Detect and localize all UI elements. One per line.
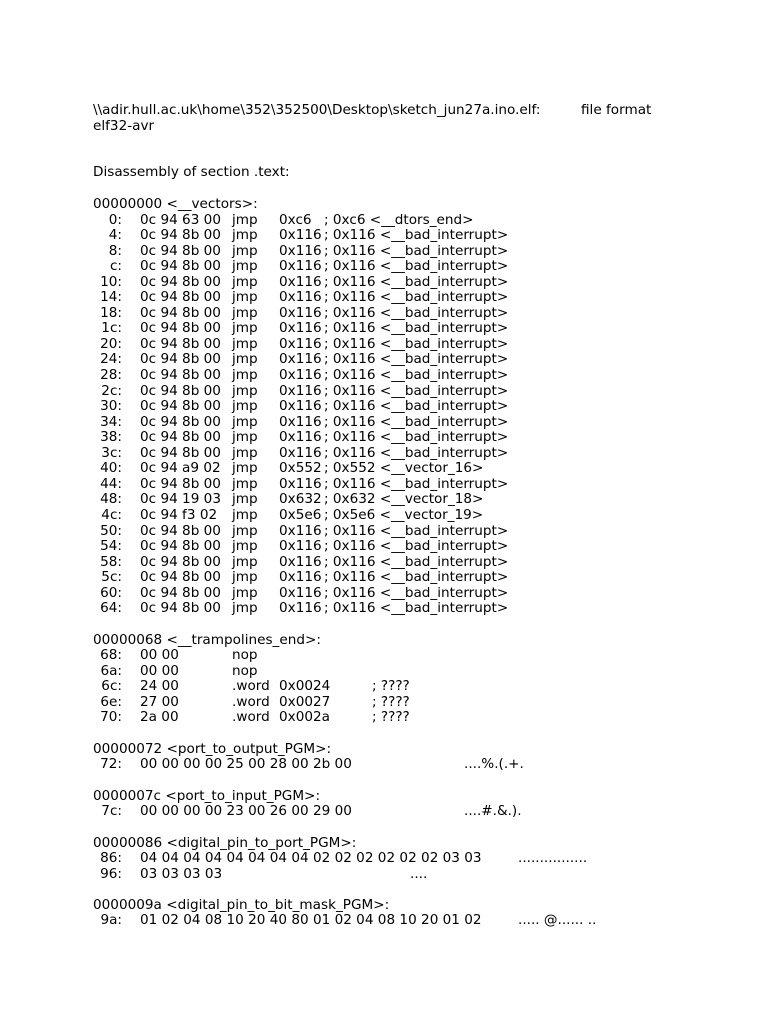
- listing-row: [0, 678, 768, 694]
- row-bytes: 00 00: [140, 647, 179, 663]
- row-bytes: 0c 94 8b 00: [140, 289, 221, 306]
- listing-row: [0, 709, 768, 725]
- row-bytes: 0c 94 a9 02: [140, 460, 221, 477]
- row-bytes: 0c 94 8b 00: [140, 522, 221, 539]
- row-address: 64:: [100, 600, 122, 617]
- row-bytes: 0c 94 8b 00: [140, 320, 221, 337]
- row-comment: ; 0x116 <__bad_interrupt>: [324, 242, 509, 259]
- row-ascii: ....%.(.+.: [464, 756, 524, 772]
- row-mnemonic: jmp: [232, 242, 258, 259]
- row-ascii: ................: [518, 850, 588, 866]
- row-comment: ; 0x116 <__bad_interrupt>: [324, 258, 509, 275]
- row-address: 30:: [100, 398, 122, 415]
- row-comment: ; 0x116 <__bad_interrupt>: [324, 429, 509, 446]
- row-address: 8:: [108, 242, 122, 259]
- row-address: 0:: [108, 211, 122, 228]
- listing-row: [0, 258, 768, 274]
- row-address: 5c:: [101, 569, 122, 586]
- listing-row: [0, 523, 768, 539]
- listing-row: [0, 756, 768, 772]
- listing-row: [0, 212, 768, 228]
- listing-row: [0, 507, 768, 523]
- listing-row: [0, 569, 768, 585]
- listing-row: [0, 243, 768, 259]
- listing-row: [0, 912, 768, 928]
- listing-row: [0, 600, 768, 616]
- row-operand: 0x116: [279, 413, 322, 430]
- row-operand: 0x116: [279, 382, 322, 399]
- row-comment: ; 0x116 <__bad_interrupt>: [324, 227, 509, 244]
- row-mnemonic: nop: [232, 647, 258, 663]
- row-address: 18:: [100, 304, 122, 321]
- row-mnemonic: jmp: [232, 367, 258, 383]
- row-operand: 0x116: [279, 584, 322, 601]
- row-address: 72:: [100, 756, 122, 772]
- row-address: 7c:: [101, 803, 122, 819]
- row-mnemonic: nop: [232, 662, 258, 679]
- row-operand: 0x116: [279, 569, 322, 586]
- row-operand: 0x0024: [279, 678, 331, 694]
- port-to-output-label: 00000072 <port_to_output_PGM>:: [93, 741, 332, 757]
- listing-row: [0, 383, 768, 399]
- row-address: 58:: [100, 553, 122, 570]
- row-bytes: 0c 94 8b 00: [140, 335, 221, 352]
- row-operand: 0x116: [279, 538, 322, 555]
- file-format-label: file format: [581, 102, 652, 118]
- row-mnemonic: jmp: [232, 413, 258, 430]
- row-bytes: 01 02 04 08 10 20 40 80 01 02 04 08 10 20 01 02: [140, 912, 482, 928]
- row-comment: ; 0x116 <__bad_interrupt>: [324, 444, 509, 461]
- row-address: 60:: [100, 584, 122, 601]
- row-operand: 0x116: [279, 475, 322, 492]
- row-bytes: 0c 94 8b 00: [140, 584, 221, 601]
- listing-row: [0, 663, 768, 679]
- row-address: 34:: [100, 413, 122, 430]
- row-address: 3c:: [101, 444, 122, 461]
- listing-row: [0, 866, 768, 882]
- listing-row: [0, 647, 768, 663]
- row-operand: 0x116: [279, 522, 322, 539]
- row-comment: ; 0x116 <__bad_interrupt>: [324, 475, 509, 492]
- row-operand: 0x632: [279, 491, 322, 508]
- row-comment: ; 0x552 <__vector_16>: [324, 460, 484, 477]
- row-operand: 0x116: [279, 351, 322, 368]
- row-operand: 0x116: [279, 444, 322, 461]
- row-comment: ; 0x116 <__bad_interrupt>: [324, 320, 509, 337]
- row-address: 44:: [100, 475, 122, 492]
- row-address: 54:: [100, 538, 122, 555]
- row-bytes: 0c 94 8b 00: [140, 304, 221, 321]
- row-mnemonic: jmp: [232, 351, 258, 368]
- listing-row: [0, 351, 768, 367]
- listing-row: [0, 305, 768, 321]
- row-comment: ; 0x116 <__bad_interrupt>: [324, 522, 509, 539]
- row-address: 28:: [100, 367, 122, 383]
- row-comment: ; 0xc6 <__dtors_end>: [324, 211, 474, 228]
- row-comment: ; 0x116 <__bad_interrupt>: [324, 351, 509, 368]
- row-address: 40:: [100, 460, 122, 477]
- row-address: 86:: [100, 850, 122, 866]
- row-mnemonic: jmp: [232, 553, 258, 570]
- row-mnemonic: jmp: [232, 289, 258, 306]
- row-ascii: ....: [410, 865, 428, 882]
- row-address: 24:: [100, 351, 122, 368]
- row-bytes: 0c 94 8b 00: [140, 242, 221, 259]
- row-mnemonic: jmp: [232, 258, 258, 275]
- file-path-line: [93, 102, 652, 118]
- listing-row: [0, 585, 768, 601]
- vectors-label: 00000000 <__vectors>:: [93, 196, 258, 212]
- listing-row: [0, 538, 768, 554]
- row-bytes: 0c 94 f3 02: [140, 506, 218, 523]
- row-mnemonic: jmp: [232, 211, 258, 228]
- row-address: 6e:: [100, 693, 122, 710]
- row-bytes: 0c 94 8b 00: [140, 444, 221, 461]
- row-comment: ; 0x632 <__vector_18>: [324, 491, 484, 508]
- row-operand: 0x116: [279, 227, 322, 244]
- listing-row: [0, 445, 768, 461]
- row-mnemonic: .word: [232, 678, 270, 694]
- row-bytes: 0c 94 8b 00: [140, 553, 221, 570]
- row-bytes: 0c 94 8b 00: [140, 367, 221, 383]
- row-bytes: 00 00 00 00 23 00 26 00 29 00: [140, 803, 352, 819]
- row-mnemonic: jmp: [232, 522, 258, 539]
- row-operand: 0xc6: [279, 211, 312, 228]
- row-comment: ; 0x116 <__bad_interrupt>: [324, 289, 509, 306]
- row-bytes: 0c 94 8b 00: [140, 382, 221, 399]
- row-address: 10:: [100, 273, 122, 290]
- row-comment: ; 0x116 <__bad_interrupt>: [324, 273, 509, 290]
- row-address: 4c:: [101, 506, 122, 523]
- row-mnemonic: jmp: [232, 569, 258, 586]
- row-bytes: 03 03 03 03: [140, 865, 223, 882]
- row-bytes: 0c 94 8b 00: [140, 600, 221, 617]
- row-bytes: 27 00: [140, 693, 179, 710]
- row-comment: ; 0x5e6 <__vector_19>: [324, 506, 484, 523]
- row-comment: ; 0x116 <__bad_interrupt>: [324, 304, 509, 321]
- row-operand: 0x116: [279, 429, 322, 446]
- row-operand: 0x116: [279, 273, 322, 290]
- row-comment: ; 0x116 <__bad_interrupt>: [324, 538, 509, 555]
- row-bytes: 0c 94 8b 00: [140, 475, 221, 492]
- row-bytes: 0c 94 8b 00: [140, 569, 221, 586]
- row-mnemonic: jmp: [232, 506, 258, 523]
- row-operand: 0x116: [279, 335, 322, 352]
- row-operand: 0x116: [279, 304, 322, 321]
- row-mnemonic: jmp: [232, 382, 258, 399]
- row-mnemonic: jmp: [232, 538, 258, 555]
- row-mnemonic: jmp: [232, 227, 258, 244]
- listing-row: [0, 367, 768, 383]
- listing-row: [0, 554, 768, 570]
- row-operand: 0x116: [279, 367, 322, 383]
- listing-row: [0, 227, 768, 243]
- row-address: 38:: [100, 429, 122, 446]
- row-bytes: 2a 00: [140, 709, 179, 725]
- row-operand: 0x116: [279, 242, 322, 259]
- row-comment: ; ????: [372, 709, 410, 725]
- listing-row: [0, 429, 768, 445]
- row-bytes: 00 00 00 00 25 00 28 00 2b 00: [140, 756, 352, 772]
- row-mnemonic: jmp: [232, 584, 258, 601]
- listing-row: [0, 414, 768, 430]
- row-bytes: 0c 94 8b 00: [140, 273, 221, 290]
- row-address: 96:: [100, 865, 122, 882]
- row-mnemonic: .word: [232, 693, 270, 710]
- row-bytes: 04 04 04 04 04 04 04 04 02 02 02 02 02 02 03 03: [140, 850, 482, 866]
- row-bytes: 0c 94 63 00: [140, 211, 221, 228]
- row-address: 70:: [100, 709, 122, 725]
- listing-row: [0, 803, 768, 819]
- row-address: 50:: [100, 522, 122, 539]
- row-comment: ; 0x116 <__bad_interrupt>: [324, 584, 509, 601]
- trampolines-label: 00000068 <__trampolines_end>:: [93, 632, 321, 648]
- row-bytes: 0c 94 8b 00: [140, 398, 221, 415]
- row-mnemonic: jmp: [232, 335, 258, 352]
- row-address: 4:: [108, 227, 122, 244]
- row-mnemonic: .word: [232, 709, 270, 725]
- listing-row: [0, 491, 768, 507]
- row-operand: 0x116: [279, 600, 322, 617]
- row-address: 14:: [100, 289, 122, 306]
- listing-row: [0, 694, 768, 710]
- row-operand: 0x0027: [279, 693, 331, 710]
- listing-row: [0, 289, 768, 305]
- digital-pin-to-bit-mask-label: 0000009a <digital_pin_to_bit_mask_PGM>:: [93, 897, 390, 913]
- row-address: 2c:: [101, 382, 122, 399]
- row-operand: 0x5e6: [279, 506, 322, 523]
- row-mnemonic: jmp: [232, 444, 258, 461]
- row-comment: ; 0x116 <__bad_interrupt>: [324, 335, 509, 352]
- row-ascii: ....#.&.).: [464, 803, 522, 819]
- row-address: 68:: [100, 647, 122, 663]
- row-operand: 0x116: [279, 258, 322, 275]
- row-ascii: ..... @...... ..: [518, 912, 597, 928]
- row-operand: 0x116: [279, 398, 322, 415]
- listing-row: [0, 476, 768, 492]
- digital-pin-to-port-label: 00000086 <digital_pin_to_port_PGM>:: [93, 835, 357, 851]
- row-mnemonic: jmp: [232, 429, 258, 446]
- row-mnemonic: jmp: [232, 600, 258, 617]
- row-comment: ; ????: [372, 678, 410, 694]
- row-address: 1c:: [101, 320, 122, 337]
- row-bytes: 0c 94 8b 00: [140, 538, 221, 555]
- row-comment: ; 0x116 <__bad_interrupt>: [324, 367, 509, 383]
- file-path: \\adir.hull.ac.uk\home\352\352500\Desktop\sketch_jun27a.ino.elf:: [93, 102, 541, 118]
- row-comment: ; 0x116 <__bad_interrupt>: [324, 553, 509, 570]
- listing-row: [0, 320, 768, 336]
- row-comment: ; 0x116 <__bad_interrupt>: [324, 600, 509, 617]
- row-mnemonic: jmp: [232, 460, 258, 477]
- row-bytes: 0c 94 8b 00: [140, 227, 221, 244]
- row-address: 9a:: [100, 912, 122, 928]
- row-operand: 0x116: [279, 320, 322, 337]
- row-address: 48:: [100, 491, 122, 508]
- row-bytes: 00 00: [140, 662, 179, 679]
- listing-row: [0, 274, 768, 290]
- row-operand: 0x116: [279, 553, 322, 570]
- row-comment: ; ????: [372, 693, 410, 710]
- row-mnemonic: jmp: [232, 398, 258, 415]
- listing-row: [0, 336, 768, 352]
- row-bytes: 0c 94 19 03: [140, 491, 221, 508]
- row-comment: ; 0x116 <__bad_interrupt>: [324, 398, 509, 415]
- row-comment: ; 0x116 <__bad_interrupt>: [324, 569, 509, 586]
- row-mnemonic: jmp: [232, 491, 258, 508]
- row-bytes: 0c 94 8b 00: [140, 351, 221, 368]
- port-to-input-label: 0000007c <port_to_input_PGM>:: [93, 788, 321, 804]
- listing-row: [0, 398, 768, 414]
- row-operand: 0x002a: [279, 709, 330, 725]
- listing-row: [0, 850, 768, 866]
- section-title: Disassembly of section .text:: [93, 164, 290, 180]
- row-address: 6c:: [101, 678, 122, 694]
- row-mnemonic: jmp: [232, 320, 258, 337]
- listing-row: [0, 460, 768, 476]
- row-mnemonic: jmp: [232, 475, 258, 492]
- row-bytes: 0c 94 8b 00: [140, 258, 221, 275]
- row-comment: ; 0x116 <__bad_interrupt>: [324, 382, 509, 399]
- file-format-value: elf32-avr: [93, 118, 155, 134]
- row-bytes: 24 00: [140, 678, 179, 694]
- row-address: 6a:: [100, 662, 122, 679]
- row-mnemonic: jmp: [232, 304, 258, 321]
- row-operand: 0x116: [279, 289, 322, 306]
- row-comment: ; 0x116 <__bad_interrupt>: [324, 413, 509, 430]
- row-address: 20:: [100, 335, 122, 352]
- row-mnemonic: jmp: [232, 273, 258, 290]
- row-bytes: 0c 94 8b 00: [140, 429, 221, 446]
- row-address: c:: [109, 258, 122, 275]
- row-bytes: 0c 94 8b 00: [140, 413, 221, 430]
- row-operand: 0x552: [279, 460, 322, 477]
